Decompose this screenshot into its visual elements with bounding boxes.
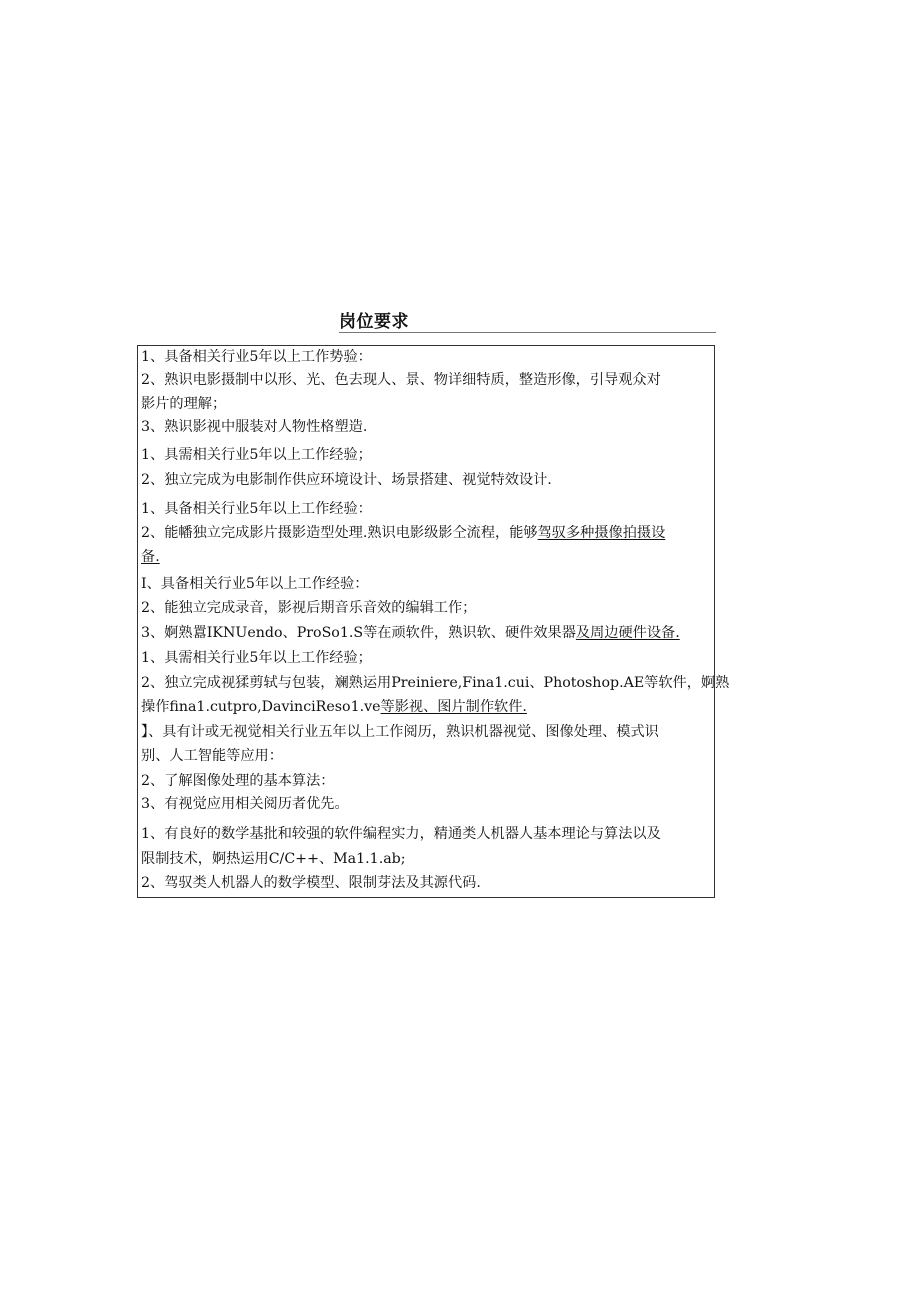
line-text: 别、人工智能等应用： — [141, 748, 283, 764]
requirement-line — [141, 774, 334, 788]
requirement-line — [141, 473, 552, 487]
line-text: 2、能幡独立完成影片摄影造型处理.熟识电影级影仝流程，能够 — [141, 525, 538, 541]
line-text: 1、具需相关行业5年以上工作经验； — [141, 650, 372, 666]
requirement-line — [141, 350, 372, 364]
underlined-text: 等影视、图片制作软件. — [380, 699, 527, 715]
requirement-line — [141, 749, 283, 763]
line-text: 3、婀熟囂IKNUendo、ProSo1.S等在顽软件，熟识软、硬件效果器 — [141, 625, 576, 641]
requirement-line — [141, 797, 349, 811]
line-text: 3、熟识影视中服装对人物性格塑造. — [141, 419, 368, 435]
underlined-text: 备. — [141, 549, 160, 565]
requirement-line — [141, 725, 659, 739]
requirement-line — [141, 876, 481, 890]
line-text: 操作fina1.cutpro,DavinciReso1.ve — [141, 699, 381, 715]
line-text: 限制技术，婀热运用C/C++、Ma1.1.ab; — [141, 851, 406, 867]
line-text: 2、了解图像处理的基本算法： — [141, 773, 335, 789]
requirement-line — [141, 626, 680, 640]
line-text: I、具备相关行业5年以上工作经验： — [141, 576, 369, 592]
line-text: 2、独立完成视猱剪轼与包装，斓熟运用Preiniere,Fina1.cui、Photoshop.AE等软件，婀熟 — [141, 675, 730, 691]
requirement-line — [141, 526, 665, 540]
underlined-text: 驾驭多种摄像拍摄设 — [537, 525, 666, 541]
requirement-line — [141, 651, 372, 665]
requirement-line — [141, 676, 729, 690]
line-text: 2、能独立完成录音，影视后期音乐音效的编辑工作； — [141, 600, 477, 616]
requirement-line — [141, 420, 367, 434]
requirement-line — [141, 577, 368, 591]
title-divider — [339, 332, 716, 333]
line-text: 2、驾驭类人机器人的数学模型、限制芽法及其源代码. — [141, 875, 481, 891]
line-text: 2、独立完成为电影制作供应环境设计、场景搭建、视觉特效设计. — [141, 472, 552, 488]
requirement-line — [141, 601, 476, 615]
requirement-line — [141, 502, 372, 516]
requirement-line — [141, 827, 661, 841]
requirement-line — [141, 373, 661, 387]
line-text: 2、熟识电影摄制中以形、光、色去现人、景、物详细特质，整造形像，引导观众对 — [141, 372, 661, 388]
line-text: 】、具有计或无视觉相关行业五年以上工作阅历，熟识机器视觉、图像处理、模式识 — [141, 724, 659, 740]
line-text: 1、具备相关行业5年以上工作势验： — [141, 349, 372, 365]
requirement-line — [141, 448, 372, 462]
requirement-line — [141, 700, 527, 714]
requirement-line — [141, 397, 226, 411]
requirement-line — [141, 852, 406, 866]
line-text: 3、有视觉应用相关阅历者优先。 — [141, 796, 349, 812]
requirements-table — [137, 345, 730, 898]
line-text: 1、具备相关行业5年以上工作经验： — [141, 501, 372, 517]
page-title: 岗位要求 — [339, 312, 409, 332]
underlined-text: 及周边硬件设备. — [575, 625, 680, 641]
line-text: 1、具需相关行业5年以上工作经验； — [141, 447, 372, 463]
requirement-line — [141, 550, 160, 564]
line-text: 影片的理解； — [141, 396, 227, 412]
line-text: 1、有良好的数学基批和较强的软件编程实力，精通类人机器人基本理论与算法以及 — [141, 826, 661, 842]
